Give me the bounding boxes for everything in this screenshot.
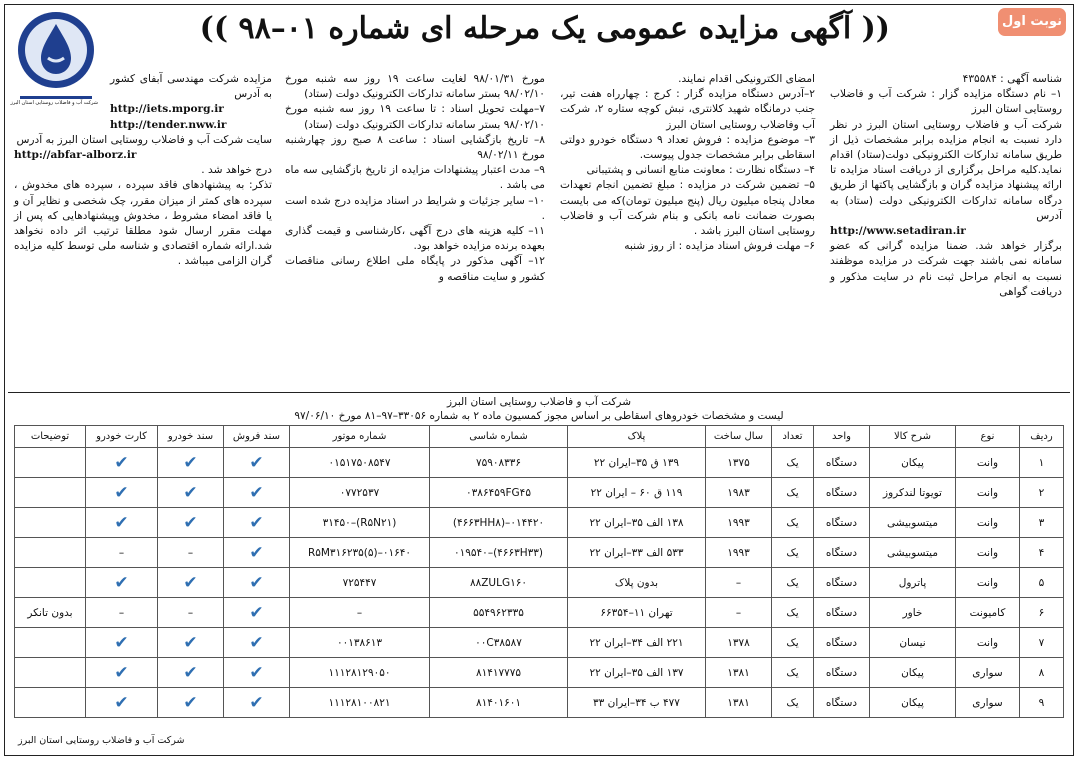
check-icon: ✔ bbox=[86, 568, 158, 598]
col-header: کارت خودرو bbox=[86, 426, 158, 448]
abfar-link[interactable]: http://abfar-alborz.ir bbox=[14, 149, 137, 162]
table-cell: ۰۳۸۶۴۵۹FG۴۵ bbox=[430, 478, 568, 508]
table-cell bbox=[15, 538, 86, 568]
abfar-text: سایت شرکت آب و فاضلاب روستایی استان البرز به آدرس bbox=[16, 133, 272, 146]
table-cell: – bbox=[86, 538, 158, 568]
check-icon: ✔ bbox=[86, 508, 158, 538]
table-cell: دستگاه bbox=[814, 688, 870, 718]
table-cell: ۱۹۹۳ bbox=[706, 508, 772, 538]
table-footer: شرکت آب و فاضلاب روستایی استان البرز bbox=[18, 735, 185, 746]
check-icon: ✔ bbox=[158, 688, 224, 718]
page-title: (( آگهی مزایده عمومی یک مرحله ای شماره ۰۱–۹۸ )) bbox=[199, 11, 890, 46]
clause-6: ۶– مهلت فروش اسناد مزایده : از روز شنبه bbox=[624, 240, 815, 253]
check-icon: ✔ bbox=[224, 568, 290, 598]
col-header: شماره شاسی bbox=[430, 426, 568, 448]
table-cell: ۰۰C۳۸۵۸۷ bbox=[430, 628, 568, 658]
table-cell: ۴۷۷ ب ۳۴–ایران ۳۳ bbox=[568, 688, 706, 718]
tender-link[interactable]: http://tender.nww.ir bbox=[110, 118, 227, 131]
table-cell: ۰۷۷۲۵۳۷ bbox=[290, 478, 430, 508]
table-cell: ۷۵۹۰۸۳۳۶ bbox=[430, 448, 568, 478]
table-cell: بدون تانکر bbox=[15, 598, 86, 628]
table-header bbox=[8, 393, 1070, 423]
table-cell: ۱۱۱۲۸۱۰۰۸۲۱ bbox=[290, 688, 430, 718]
table-row bbox=[15, 688, 1064, 718]
table-cell: یک bbox=[772, 688, 814, 718]
col-header: ردیف bbox=[1020, 426, 1064, 448]
table-cell: کامیونت bbox=[956, 598, 1020, 628]
table-cell: یک bbox=[772, 538, 814, 568]
table-cell: – bbox=[706, 568, 772, 598]
col-header: سال ساخت bbox=[706, 426, 772, 448]
check-icon: ✔ bbox=[224, 448, 290, 478]
col-header: پلاک bbox=[568, 426, 706, 448]
table-cell: ۱۳۷۸ bbox=[706, 628, 772, 658]
check-icon: ✔ bbox=[224, 478, 290, 508]
table-row bbox=[15, 538, 1064, 568]
ad-column-1 bbox=[830, 72, 1062, 388]
table-row bbox=[15, 658, 1064, 688]
table-cell: میتسوبیشی bbox=[870, 538, 956, 568]
table-cell: ۱ bbox=[1020, 448, 1064, 478]
table-cell: ۱۳۹ ق ۳۵–ایران ۲۲ bbox=[568, 448, 706, 478]
table-cell: ۱۳۸۱ bbox=[706, 688, 772, 718]
logo-caption: شرکت آب و فاضلاب روستایی استان البرز bbox=[10, 100, 98, 106]
table-cell: ۵۵۴۹۶۲۳۳۵ bbox=[430, 598, 568, 628]
table-cell: وانت bbox=[956, 628, 1020, 658]
clause-3: ۳– موضوع مزایده : فروش تعداد ۹ دستگاه خودرو دولتی اسقاطی برابر مشخصات جدول پیوست. bbox=[560, 133, 815, 162]
table-cell: ۱۹۹۳ bbox=[706, 538, 772, 568]
clause-12: ۱۲– آگهی مذکور در پایگاه ملی اطلاع رسانی مناقصات کشور و سایت مناقصه و bbox=[285, 255, 545, 283]
table-cell: یک bbox=[772, 448, 814, 478]
check-icon: ✔ bbox=[158, 568, 224, 598]
table-row bbox=[15, 478, 1064, 508]
table-cell: ۸۸ZULG۱۶۰ bbox=[430, 568, 568, 598]
table-cell: وانت bbox=[956, 478, 1020, 508]
table-cell: ۴ bbox=[1020, 538, 1064, 568]
table-cell: بدون پلاک bbox=[568, 568, 706, 598]
col-header: سند خودرو bbox=[158, 426, 224, 448]
check-icon: ✔ bbox=[158, 478, 224, 508]
table-cell: ۸۱۴۱۷۷۷۵ bbox=[430, 658, 568, 688]
table-cell: ۳ bbox=[1020, 508, 1064, 538]
publish-text: درج خواهد شد . bbox=[201, 164, 272, 177]
col-header: واحد bbox=[814, 426, 870, 448]
ad-column-3 bbox=[285, 72, 545, 388]
table-cell: (۴۶۶۳H۳۳)–۰۱۹۵۴۰ bbox=[430, 538, 568, 568]
check-icon: ✔ bbox=[86, 688, 158, 718]
col-header: توضیحات bbox=[15, 426, 86, 448]
clause-5: ۵– تضمین شرکت در مزایده : مبلغ تضمین انجام تعهدات معادل پنجاه میلیون ریال (پنج میلیون تومان)که می بایست بصورت ضمانت نامه بانکی و بنام شرکت آب و فاضلاب روستایی استان البرز باشد . bbox=[560, 179, 815, 238]
table-cell bbox=[15, 568, 86, 598]
table-cell bbox=[15, 508, 86, 538]
table-cell: ۰۱۵۱۷۵۰۸۵۴۷ bbox=[290, 448, 430, 478]
col-header: شرح کالا bbox=[870, 426, 956, 448]
table-cell: یک bbox=[772, 508, 814, 538]
table-cell: یک bbox=[772, 568, 814, 598]
table-cell: ۶ bbox=[1020, 598, 1064, 628]
table-cell: ۰۱۴۴۲۰–(۴۶۶۳HH۸) bbox=[430, 508, 568, 538]
table-cell: دستگاه bbox=[814, 478, 870, 508]
check-icon: ✔ bbox=[224, 658, 290, 688]
table-cell: ۱۱۹ ق ۶۰ – ایران ۲۲ bbox=[568, 478, 706, 508]
table-row bbox=[15, 628, 1064, 658]
table-cell: پاترول bbox=[870, 568, 956, 598]
table-cell bbox=[15, 628, 86, 658]
check-icon: ✔ bbox=[86, 448, 158, 478]
table-cell: نیسان bbox=[870, 628, 956, 658]
table-cell: سواری bbox=[956, 688, 1020, 718]
table-cell: دستگاه bbox=[814, 508, 870, 538]
first-publication-badge: نوبت اول bbox=[998, 8, 1066, 36]
table-cell: میتسوبیشی bbox=[870, 508, 956, 538]
col-header: شماره موتور bbox=[290, 426, 430, 448]
table-cell: ۲۲۱ الف ۳۴–ایران ۲۲ bbox=[568, 628, 706, 658]
table-cell: ۱۹۸۳ bbox=[706, 478, 772, 508]
table-cell: دستگاه bbox=[814, 568, 870, 598]
iets-link[interactable]: http://iets.mporg.ir bbox=[110, 103, 224, 116]
signature-text: امضای الکترونیکی اقدام نمایند. bbox=[678, 73, 815, 85]
table-cell: ۱۳۸ الف ۳۵–ایران ۲۲ bbox=[568, 508, 706, 538]
table-cell: ۵۳۳ الف ۳۳–ایران ۲۲ bbox=[568, 538, 706, 568]
table-cell: ۹ bbox=[1020, 688, 1064, 718]
note-text: تذکر: به پیشنهادهای فاقد سپرده ، سپرده های مخدوش ، سپرده های کمتر از میزان مقرر، چک شخصی و نظایر آن و یا فاقد امضاء مشروط ، مخدوش وپیشنهادهایی که پس از مهلت مقرر ارسال شود مطلقا ترتیب اثر داده نخواهد شد.ارائه شماره اقتصادی و شناسه ملی توسط کلیه مزایده گران الزامی میباشد . bbox=[14, 179, 272, 268]
check-icon: ✔ bbox=[224, 508, 290, 538]
check-icon: ✔ bbox=[224, 688, 290, 718]
check-icon: ✔ bbox=[224, 538, 290, 568]
clause-4: ۴– دستگاه نظارت : معاونت منابع انسانی و پشتیبانی bbox=[586, 164, 815, 177]
table-cell: وانت bbox=[956, 508, 1020, 538]
table-cell: وانت bbox=[956, 538, 1020, 568]
clause-11: ۱۱– کلیه هزینه های درج آگهی ،کارشناسی و قیمت گذاری بعهده برنده مزایده خواهد بود. bbox=[285, 225, 545, 253]
check-icon: ✔ bbox=[224, 628, 290, 658]
table-cell: خاور bbox=[870, 598, 956, 628]
table-cell: سواری bbox=[956, 658, 1020, 688]
check-icon: ✔ bbox=[158, 628, 224, 658]
check-icon: ✔ bbox=[158, 508, 224, 538]
clause-7: ۷–مهلت تحویل اسناد : تا ساعت ۱۹ روز سه شنبه مورخ ۹۸/۰۲/۱۰ بستر سامانه تدارکات الکترونیک دولت (ستاد) bbox=[285, 103, 545, 131]
clause-2: ۲–آدرس دستگاه مزایده گزار : کرج : چهارراه هفت تیر، جنب درمانگاه شهید کلانتری، نبش کوچه ستاره ۲، شرکت آب وفاضلاب روستایی استان البرز bbox=[560, 88, 815, 131]
table-cell: ۱۳۷ الف ۳۵–ایران ۲۲ bbox=[568, 658, 706, 688]
clause-8: ۸– تاریخ بازگشایی اسناد : ساعت ۸ صبح روز چهارشنبه مورخ ۹۸/۰۲/۱۱ bbox=[285, 133, 545, 162]
table-cell: ۸ bbox=[1020, 658, 1064, 688]
table-caption: لیست و مشخصات خودروهای اسقاطی بر اساس مجوز کمسیون ماده ۲ به شماره ۳۳۰۵۶–۹۷–۸۱ مورخ ۹۷/۰۶/۱۰ bbox=[294, 410, 784, 422]
table-cell: وانت bbox=[956, 568, 1020, 598]
sale-dates: مورخ ۹۸/۰۱/۳۱ لغایت ساعت ۱۹ روز سه شنبه مورخ ۹۸/۰۲/۱۰ بستر سامانه تدارکات الکترونیک دولت (ستاد) bbox=[285, 73, 545, 101]
table-org: شرکت آب و فاضلاب روستایی استان البرز bbox=[446, 396, 631, 408]
table-cell: ۱۳۸۱ bbox=[706, 658, 772, 688]
table-cell: تهران ۱۱–۶۶۳۵۴ bbox=[568, 598, 706, 628]
table-cell: ۱۱۱۲۸۱۲۹۰۵۰ bbox=[290, 658, 430, 688]
setad-link[interactable]: http://www.setadiran.ir bbox=[830, 225, 966, 238]
table-cell: یک bbox=[772, 628, 814, 658]
table-cell bbox=[15, 448, 86, 478]
table-cell: – bbox=[86, 598, 158, 628]
table-cell: ۵ bbox=[1020, 568, 1064, 598]
col-header: سند فروش bbox=[224, 426, 290, 448]
table-cell: – bbox=[158, 538, 224, 568]
table-cell: – bbox=[706, 598, 772, 628]
ad-id: شناسه آگهی : ۴۳۵۵۸۴ bbox=[962, 73, 1062, 85]
table-cell: دستگاه bbox=[814, 628, 870, 658]
table-cell bbox=[15, 688, 86, 718]
table-cell: (R۵N۲۱)–۳۱۴۵۰ bbox=[290, 508, 430, 538]
table-cell: ۲ bbox=[1020, 478, 1064, 508]
table-cell: تویوتا لندکروز bbox=[870, 478, 956, 508]
clause-1: ۱– نام دستگاه مزایده گزار : شرکت آب و فاضلاب روستایی استان البرز bbox=[830, 88, 1062, 116]
table-cell: R۵M۳۱۶۲۳۵(۵)–۰۱۶۴۰ bbox=[290, 538, 430, 568]
table-cell: یک bbox=[772, 478, 814, 508]
table-cell: دستگاه bbox=[814, 658, 870, 688]
table-header-row bbox=[15, 426, 1064, 448]
mporg-text: مزایده شرکت مهندسی آبفای کشور به آدرس bbox=[110, 73, 272, 101]
table-cell bbox=[15, 478, 86, 508]
vehicle-table-section bbox=[8, 392, 1070, 752]
col-header: تعداد bbox=[772, 426, 814, 448]
ad-column-2 bbox=[560, 72, 815, 388]
table-cell: ۱۳۷۵ bbox=[706, 448, 772, 478]
table-cell: پیکان bbox=[870, 658, 956, 688]
check-icon: ✔ bbox=[86, 628, 158, 658]
check-icon: ✔ bbox=[86, 478, 158, 508]
table-row bbox=[15, 568, 1064, 598]
registration-text: برگزار خواهد شد. ضمنا مزایده گرانی که عضو سامانه نمی باشند جهت شرکت در مزایده موظفند نسبت به انجام مراحل ثبت نام در سایت مذکور و دریافت گواهی bbox=[830, 240, 1062, 298]
table-cell: – bbox=[158, 598, 224, 628]
table-cell: دستگاه bbox=[814, 538, 870, 568]
col-header: نوع bbox=[956, 426, 1020, 448]
intro-text: شرکت آب و فاضلاب روستایی استان البرز در نظر دارد نسبت به انجام مزایده برابر مشخصات ذیل از طریق سامانه تدارکات الکترونیکی دولت(ستاد) اقدام نماید.کلیه مراحل برگزاری از دریافت اسناد مزایده تا ارائه پیشنهاد مزایده گران و بازگشایی پاکتها از طریق درگاه سامانه تدارکات الکترونیکی دولت (ستاد) به آدرس bbox=[830, 118, 1062, 222]
table-cell: دستگاه bbox=[814, 598, 870, 628]
table-cell bbox=[15, 658, 86, 688]
table-cell: پیکان bbox=[870, 448, 956, 478]
clause-9: ۹– مدت اعتبار پیشنهادات مزایده از تاریخ بازگشایی سه ماه می باشد . bbox=[285, 164, 545, 192]
table-cell: ۰۰۱۳۸۶۱۳ bbox=[290, 628, 430, 658]
table-cell: ۷ bbox=[1020, 628, 1064, 658]
table-cell: ۸۱۴۰۱۶۰۱ bbox=[430, 688, 568, 718]
check-icon: ✔ bbox=[86, 658, 158, 688]
clause-10: ۱۰– سایر جزئیات و شرایط در اسناد مزایده درج شده است . bbox=[285, 194, 545, 222]
table-cell: – bbox=[290, 598, 430, 628]
vehicle-table bbox=[14, 425, 1064, 718]
table-cell: یک bbox=[772, 658, 814, 688]
ad-column-4-body bbox=[10, 72, 272, 388]
table-row bbox=[15, 448, 1064, 478]
table-row bbox=[15, 508, 1064, 538]
check-icon: ✔ bbox=[224, 598, 290, 628]
check-icon: ✔ bbox=[158, 448, 224, 478]
table-cell: پیکان bbox=[870, 688, 956, 718]
check-icon: ✔ bbox=[158, 658, 224, 688]
table-cell: دستگاه bbox=[814, 448, 870, 478]
table-row bbox=[15, 598, 1064, 628]
table-cell: ۷۲۵۴۴۷ bbox=[290, 568, 430, 598]
table-cell: یک bbox=[772, 598, 814, 628]
table-cell: وانت bbox=[956, 448, 1020, 478]
